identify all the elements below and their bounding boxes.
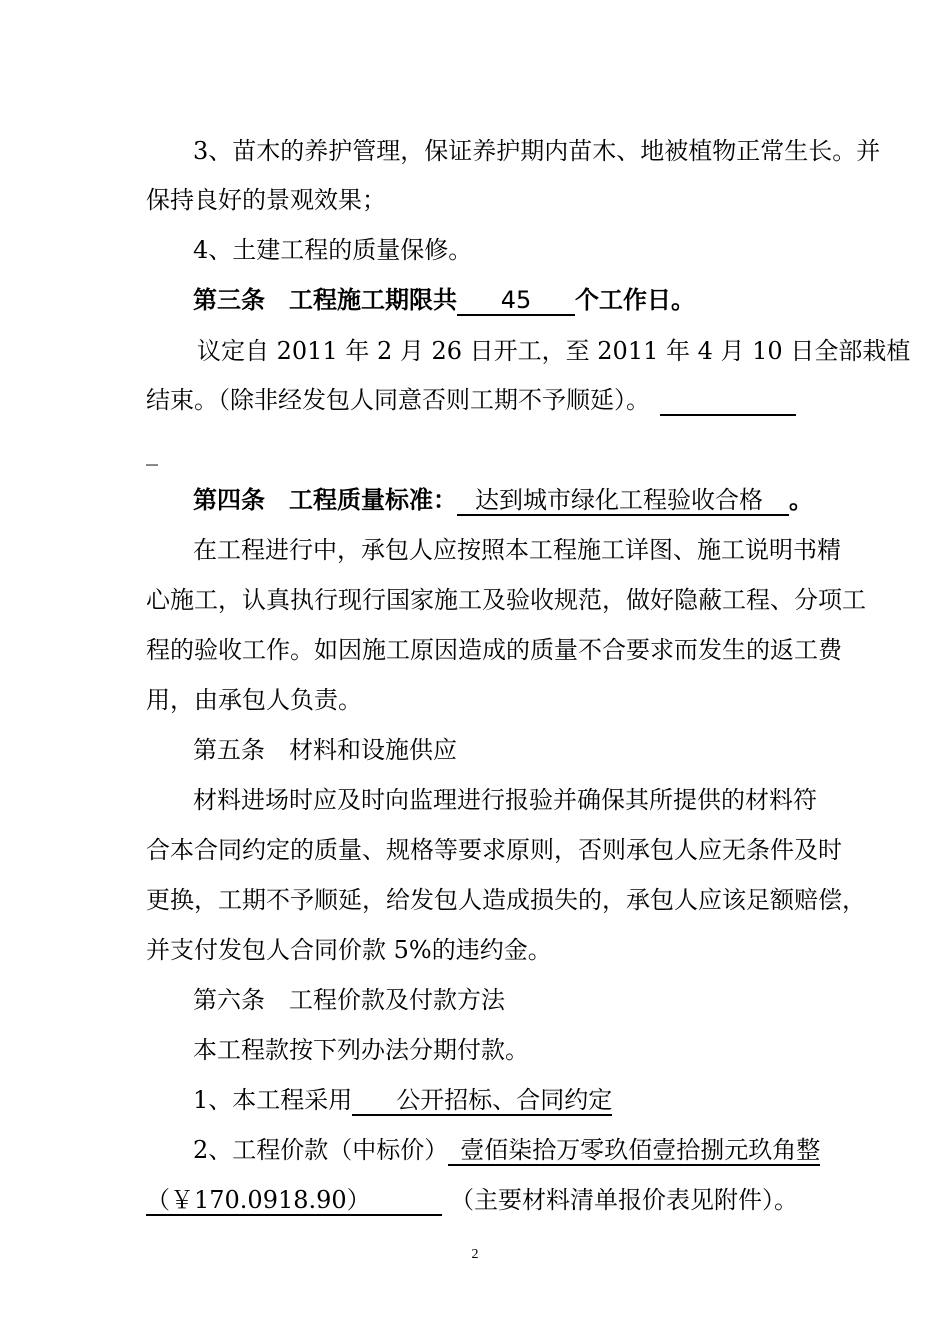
contract-price-line xyxy=(193,1134,820,1166)
text-span: 结束。（除非经发包人同意否则工期不予顺延）。 xyxy=(146,386,650,414)
article-3-suffix: 个工作日。 xyxy=(575,286,695,314)
article-3-line xyxy=(193,284,695,316)
article-6-heading: 第六条 工程价款及付款方法 xyxy=(193,986,505,1014)
procurement-method-field: 公开招标、合同约定 xyxy=(352,1086,612,1116)
text-line: 并支付发包人合同价款 5%的违约金。 xyxy=(146,936,552,964)
text-line: 材料进场时应及时向监理进行报验并确保其所提供的材料符 xyxy=(193,786,817,814)
article-4-label: 第四条 工程质量标准： xyxy=(193,486,457,514)
text-line: 心施工，认真执行现行国家施工及验收规范，做好隐蔽工程、分项工 xyxy=(146,586,866,614)
text-line-with-blank xyxy=(146,384,796,416)
text-line: 本工程款按下列办法分期付款。 xyxy=(193,1036,529,1064)
text-span: （主要材料清单报价表见附件）。 xyxy=(450,1186,798,1214)
article-3-label: 第三条 工程施工期限共 xyxy=(193,286,457,314)
article-5-heading: 第五条 材料和设施供应 xyxy=(193,736,457,764)
quality-standard-field: 达到城市绿化工程验收合格 xyxy=(457,486,789,516)
text-line: 更换，工期不予顺延，给发包人造成损失的，承包人应该足额赔偿， xyxy=(146,886,866,914)
text-line: 用，由承包人负责。 xyxy=(146,686,362,714)
text-span: 1、本工程采用 xyxy=(193,1086,353,1114)
text-line: 3、苗木的养护管理，保证养护期内苗木、地被植物正常生长。并 xyxy=(193,137,881,165)
contract-price-line-2 xyxy=(146,1184,798,1216)
price-in-figures-field: （￥170.0918.90） xyxy=(146,1186,442,1216)
text-line: 议定自 2011 年 2 月 26 日开工，至 2011 年 4 月 10 日全部栽植 xyxy=(197,337,911,365)
blank-underline xyxy=(660,390,796,416)
text-line: 程的验收工作。如因施工原因造成的质量不合要求而发生的返工费 xyxy=(146,636,842,664)
article-4-line xyxy=(193,484,813,516)
price-in-words-field: 壹佰柒拾万零玖佰壹拾捌元玖角整 xyxy=(448,1136,820,1166)
text-line: 合本合同约定的质量、规格等要求原则，否则承包人应无条件及时 xyxy=(146,836,842,864)
text-line: 保持良好的景观效果； xyxy=(146,186,386,214)
text-line: 在工程进行中，承包人应按照本工程施工详图、施工说明书精 xyxy=(193,536,841,564)
text-span: 2、工程价款（中标价） xyxy=(193,1136,449,1164)
page-number: 2 xyxy=(471,1247,479,1262)
text-line: _ xyxy=(146,438,158,466)
text-line: 4、土建工程的质量保修。 xyxy=(193,236,473,264)
article-4-suffix: 。 xyxy=(789,486,813,514)
payment-method-line xyxy=(193,1084,612,1116)
work-days-field: 45 xyxy=(457,286,575,316)
